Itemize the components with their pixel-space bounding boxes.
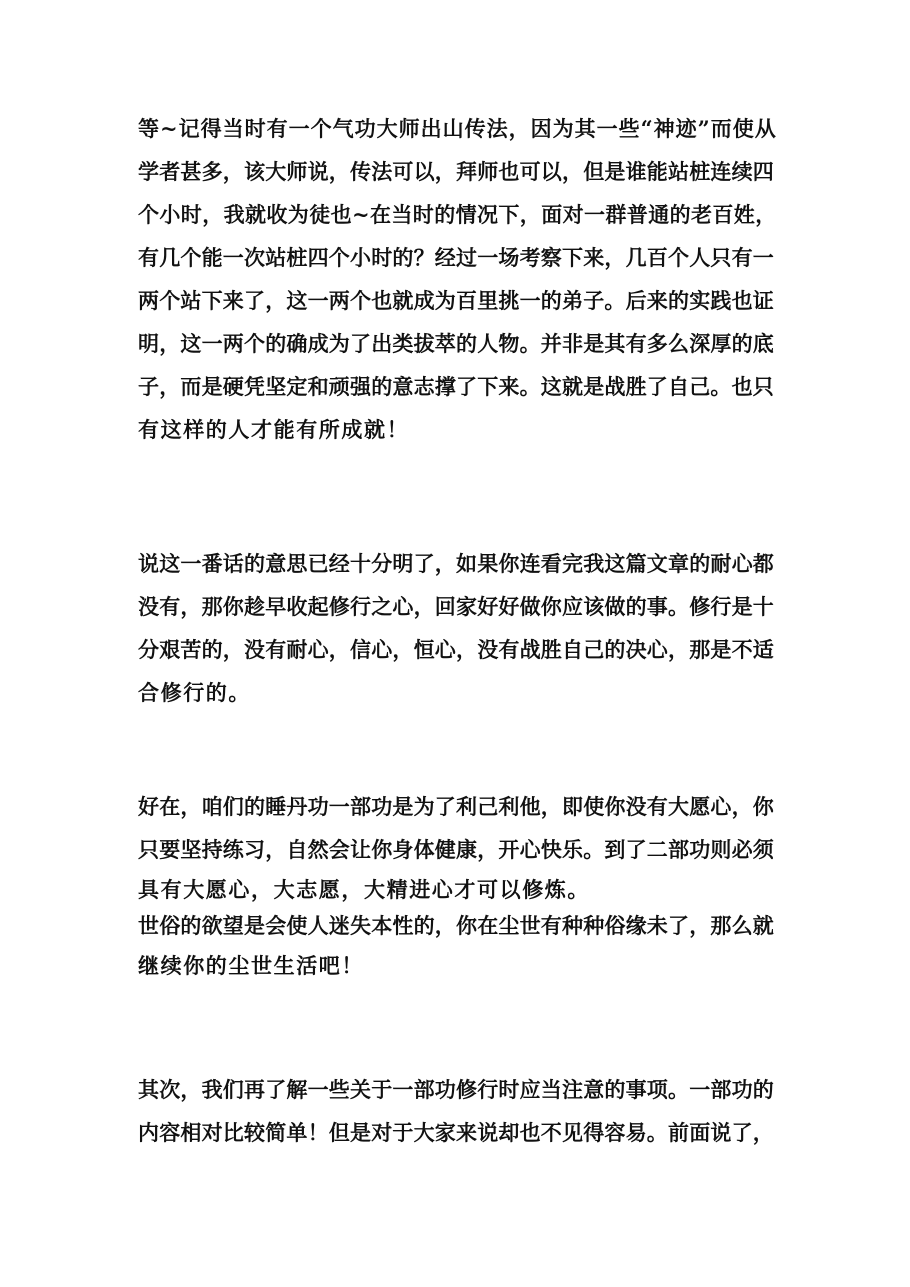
text-line: 内容相对比较简单！但是对于大家来说却也不见得容易。前面说了， <box>138 1120 774 1145</box>
text-line: 好在，咱们的睡丹功一部功是为了利己利他，即使你没有大愿心，你 <box>138 794 774 819</box>
paragraph-5 <box>138 1068 778 1154</box>
text-line: 合修行的。 <box>138 680 251 705</box>
paragraph-2 <box>138 542 778 714</box>
text-line: 没有，那你趁早收起修行之心，回家好好做你应该做的事。修行是十 <box>138 594 774 619</box>
text-line: 继续你的尘世生活吧！ <box>138 953 364 978</box>
text-line: 有这样的人才能有所成就！ <box>138 417 410 442</box>
text-line: 个小时，我就收为徒也~在当时的情况下，面对一群普通的老百姓， <box>138 202 777 227</box>
text-line: 学者甚多，该大师说，传法可以，拜师也可以，但是谁能站桩连续四 <box>138 159 774 184</box>
paragraph-4 <box>138 907 778 987</box>
text-line: 分艰苦的，没有耐心，信心，恒心，没有战胜自己的决心，那是不适 <box>138 637 774 662</box>
text-line: 两个站下来了，这一两个也就成为百里挑一的弟子。后来的实践也证 <box>138 288 774 313</box>
text-line: 世俗的欲望是会使人迷失本性的，你在尘世有种种俗缘未了，那么就 <box>138 913 774 938</box>
text-line: 说这一番话的意思已经十分明了，如果你连看完我这篇文章的耐心都 <box>138 551 774 576</box>
text-line: 有几个能一次站桩四个小时的？经过一场考察下来，几百个人只有一 <box>138 245 774 270</box>
text-line: 明，这一两个的确成为了出类拔萃的人物。并非是其有多么深厚的底 <box>138 331 774 356</box>
paragraph-1 <box>138 107 778 451</box>
text-line: 具有大愿心，大志愿，大精进心才可以修炼。 <box>138 877 590 902</box>
text-line: 等~记得当时有一个气功大师出山传法，因为其一些“神迹”而使从 <box>138 116 777 141</box>
text-line: 子，而是硬凭坚定和顽强的意志撑了下来。这就是战胜了自己。也只 <box>138 374 774 399</box>
text-line: 其次，我们再了解一些关于一部功修行时应当注意的事项。一部功的 <box>138 1077 774 1102</box>
text-line: 只要坚持练习，自然会让你身体健康，开心快乐。到了二部功则必须 <box>138 837 774 862</box>
paragraph-3 <box>138 785 778 908</box>
